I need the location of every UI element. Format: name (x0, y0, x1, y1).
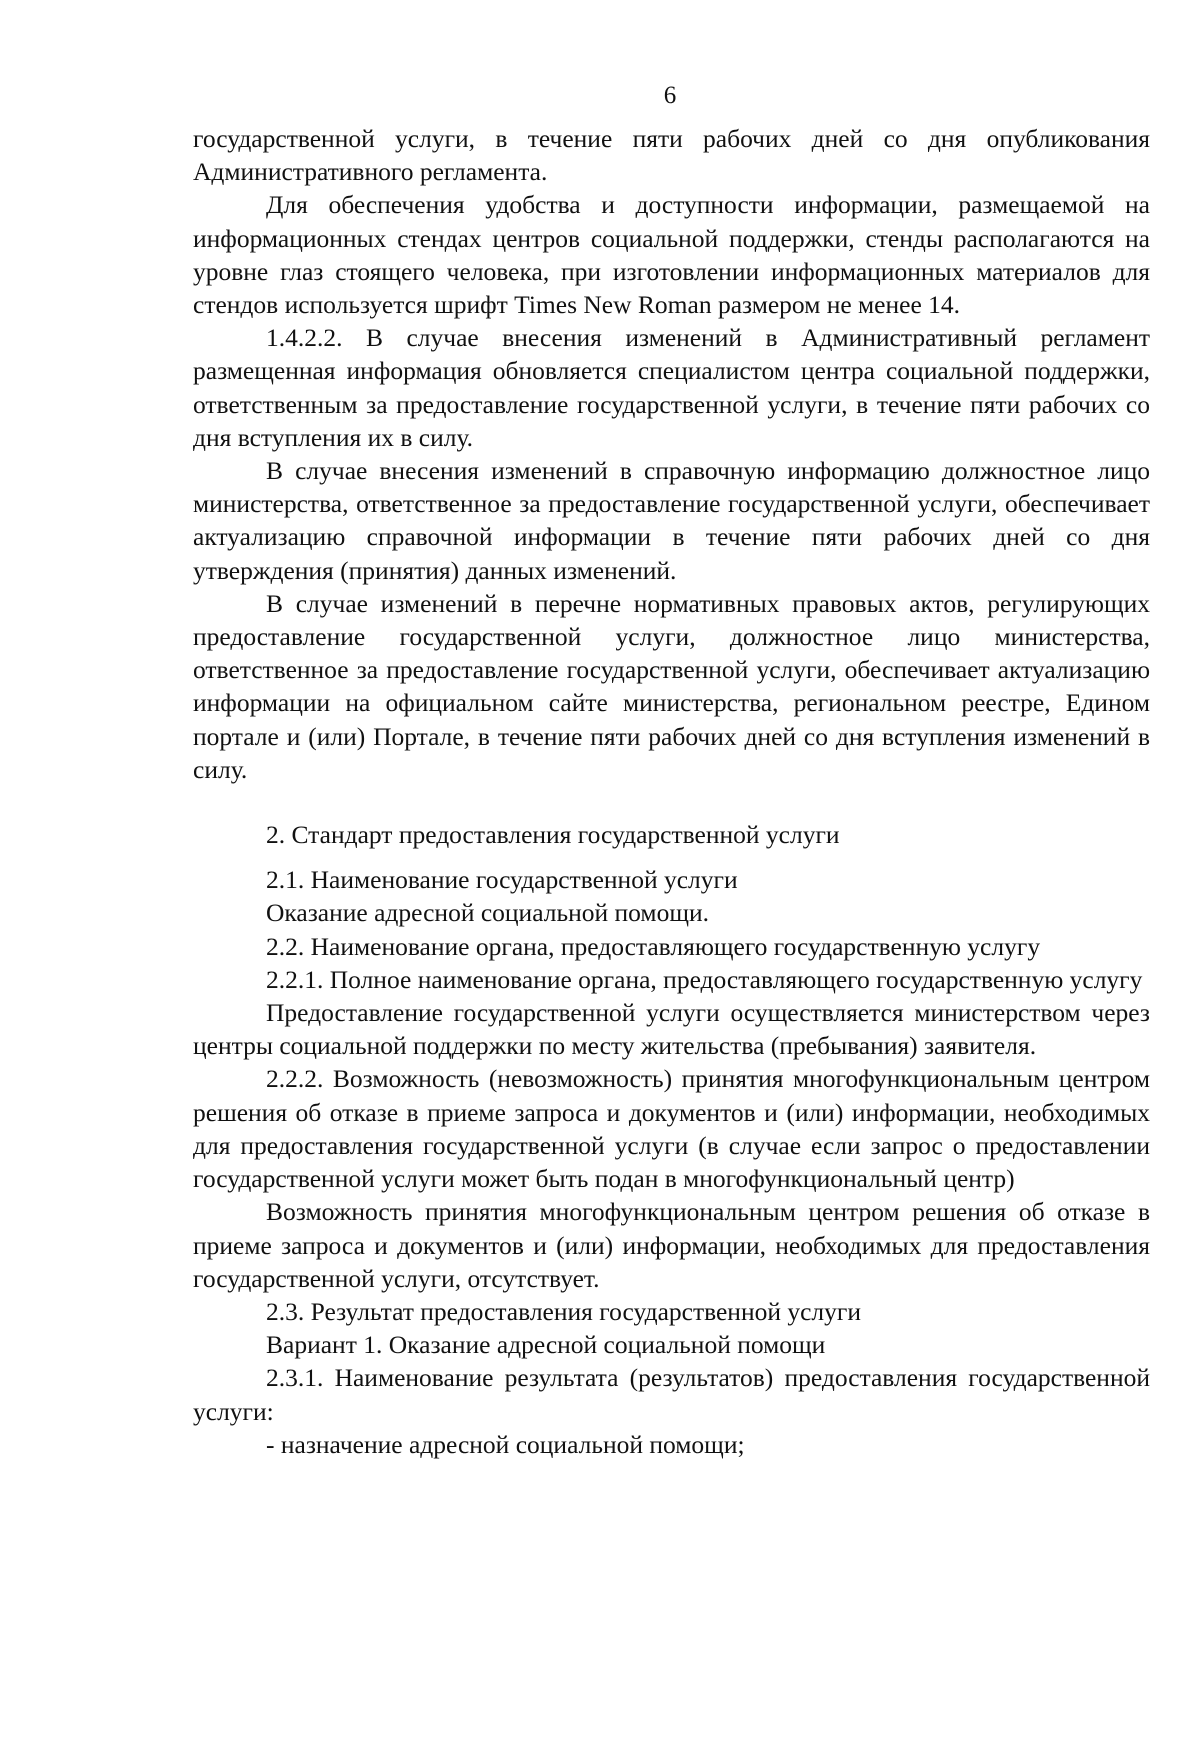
list-item-result: - назначение адресной социальной помощи; (266, 1429, 745, 1459)
page-number: 6 (663, 82, 677, 109)
subsection-heading-2-3: 2.3. Результат предоставления государственной услуги (266, 1296, 862, 1326)
paragraph-continuation: государственной услуги, в течение пяти рабочих дней со дня опубликования Административного регламента. (193, 124, 1150, 187)
subsection-heading-2-2: 2.2. Наименование органа, предоставляющего государственную услугу (266, 931, 1041, 961)
paragraph-service-name: Оказание адресной социальной помощи. (266, 898, 709, 928)
paragraph-1-4-2-2: 1.4.2.2. В случае внесения изменений в Административный регламент размещенная информация обновляется специалистом центра социальной поддержки, ответственным за предоставление государственной услуги, в течение пяти рабочих со дня вступления их в силу. (193, 323, 1150, 452)
subsection-heading-2-2-1: 2.2.1. Полное наименование органа, предоставляющего государственную услугу (266, 964, 1143, 994)
subsection-heading-2-2-2: 2.2.2. Возможность (невозможность) принятия многофункциональным центром решения об отказе в приеме запроса и документов и (или) информации, необходимых для предоставления государственной услуги (в случае если запрос о предоставлении государственной услуги может быть подан в многофункциональный центр) (193, 1064, 1150, 1194)
paragraph-stands: Для обеспечения удобства и доступности информации, размещаемой на информационных стендах центров социальной поддержки, стенды располагаются на уровне глаз стоящего человека, при изготовлении информационных материалов для стендов используется шрифт Times New Roman размером не менее 14. (193, 190, 1150, 320)
section-heading-2: 2. Стандарт предоставления государственной услуги (266, 820, 840, 850)
paragraph-variant-1: Вариант 1. Оказание адресной социальной помощи (266, 1330, 826, 1360)
paragraph-legal-acts: В случае изменений в перечне нормативных правовых актов, регулирующих предоставление государственной услуги, должностное лицо министерства, ответственное за предоставление государственной услуги, обеспечивает актуализацию информации на официальном сайте министерства, региональном реестре, Едином портале и (или) Портале, в течение пяти рабочих дней со дня вступления изменений в силу. (193, 588, 1150, 784)
paragraph-provider: Предоставление государственной услуги осуществляется министерством через центры социальной поддержки по месту жительства (пребывания) заявителя. (193, 998, 1150, 1061)
paragraph-reference-info: В случае внесения изменений в справочную информацию должностное лицо министерства, ответственное за предоставление государственной услуги, обеспечивает актуализацию справочной информации в течение пяти рабочих дней со дня утверждения (принятия) данных изменений. (193, 456, 1150, 585)
document-body (193, 122, 1150, 1461)
subsection-heading-2-1: 2.1. Наименование государственной услуги (266, 865, 738, 895)
subsection-heading-2-3-1: 2.3.1. Наименование результата (результатов) предоставления государственной услуги: (193, 1363, 1150, 1426)
paragraph-mfc-refusal: Возможность принятия многофункциональным центром решения об отказе в приеме запроса и документов и (или) информации, необходимых для предоставления государственной услуги, отсутствует. (193, 1197, 1150, 1293)
